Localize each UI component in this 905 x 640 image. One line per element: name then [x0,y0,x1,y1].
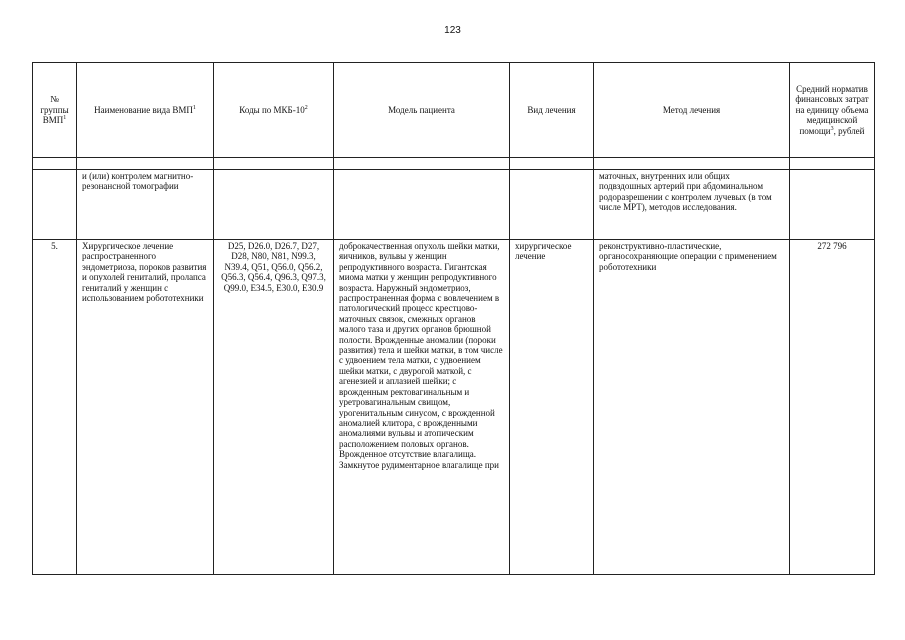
group-number: 5. [33,240,77,575]
treatment-method: реконструктивно-пластические, органосохраняющие операции с применением робототехники [594,240,790,575]
header-icd-codes: Коды по МКБ-$10^2$ [214,63,334,158]
header-treatment-method: Метод лечения [594,63,790,158]
continuation-row [33,170,875,240]
treatment-type: хирургическое лечение [510,240,594,575]
continuation-name: и (или) контролем магнитно-резонансной томографии [77,170,214,240]
header-row [33,63,875,158]
medical-care-table [32,62,875,575]
icd-codes: D25, D26.0, D26.7, D27, D28, N80, N81, N99.3, N39.4, Q51, Q56.0, Q56.2, Q56.3, Q56.4, Q96.3, Q97.3, Q99.0, E34.5, E30.0, E30.9 [214,240,334,575]
vmp-name: Хирургическое лечение распространенного эндометриоза, пороков развития и опухолей гениталий, пролапса гениталий у женщин с использованием робототехники [77,240,214,575]
continuation-method: маточных, внутренних или общих подвздошных артерий при абдоминальном родоразрешении с контролем лучевых (в том числе МРТ), методов исследования. [594,170,790,240]
header-vmp-name: Наименование вида ВМП$^1$ [77,63,214,158]
table-row [33,240,875,575]
empty-row [33,158,875,170]
patient-model: доброкачественная опухоль шейки матки, яичников, вульвы у женщин репродуктивного возраста. Гигантская миома матки у женщин репродуктивного возраста. Наружный эндометриоз, распространенная форма с вовлечением в патологический процесс крестцово-маточных связок, смежных органов малого таза и других органов брюшной полости. Врожденные аномалии (пороки развития) тела и шейки матки, в том числе с удвоением тела матки, с удвоением шейки матки, с двурогой маткой, с агенезией и аплазией шейки; с врожденным ректовагинальным и уретровагинальным свищом, урогенитальным синусом, с врожденной аномалией клитора, с врожденными аномалиями вульвы и атопическим расположением половых органов. Врожденное отсутствие влагалища. Замкнутое рудиментарное влагалище при [339,241,503,470]
header-patient-model: Модель пациента [334,63,510,158]
header-average-cost: Средний норматив финансовых затрат на единицу объема медицинской помощи$^3$, рублей [790,63,875,158]
patient-model-cell [334,240,510,575]
page-number: 123 [444,25,461,36]
header-treatment-type: Вид лечения [510,63,594,158]
average-cost: 272 796 [790,240,875,575]
header-group-number: № группы ВМП$^1$ [33,63,77,158]
